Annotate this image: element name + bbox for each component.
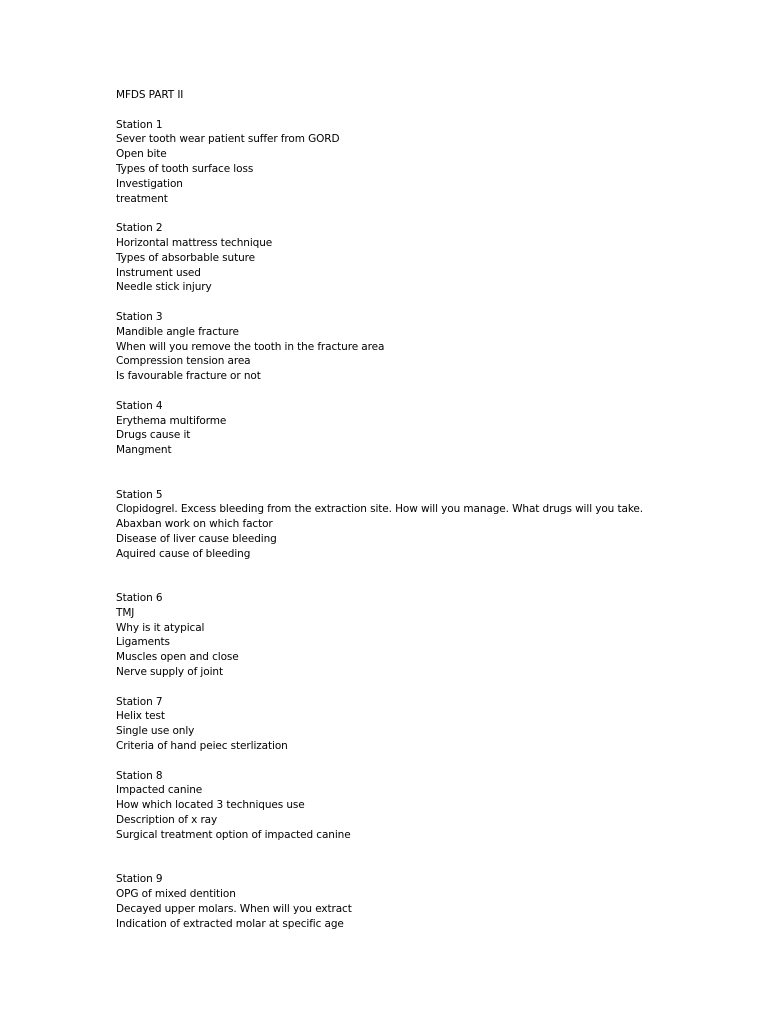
station-line: Abaxban work on which factor — [116, 518, 273, 531]
station-line: Is favourable fracture or not — [116, 370, 261, 383]
station-line: Impacted canine — [116, 784, 203, 797]
station-line: Indication of extracted molar at specific age — [116, 917, 344, 930]
station-line: Muscles open and close — [116, 651, 239, 664]
spacer — [116, 562, 736, 592]
station-line: Drugs cause it — [116, 429, 191, 442]
station-line: TMJ — [116, 606, 135, 619]
spacer — [116, 206, 736, 221]
station-8 — [116, 769, 736, 843]
station-line: Sever tooth wear patient suffer from GORD — [116, 133, 340, 146]
station-5 — [116, 488, 736, 562]
document-body — [116, 88, 736, 931]
station-heading: Station 5 — [116, 488, 163, 501]
station-line: Investigation — [116, 177, 183, 190]
station-line: Mandible angle fracture — [116, 325, 239, 338]
station-line: Description of x ray — [116, 814, 218, 827]
station-9 — [116, 872, 736, 931]
station-line: Surgical treatment option of impacted canine — [116, 828, 351, 841]
station-line: Disease of liver cause bleeding — [116, 532, 277, 545]
spacer — [116, 295, 736, 310]
station-line: Criteria of hand peiec sterlization — [116, 740, 288, 753]
station-heading: Station 6 — [116, 592, 163, 605]
station-line: When will you remove the tooth in the fracture area — [116, 340, 385, 353]
station-3 — [116, 310, 736, 384]
station-line: Single use only — [116, 725, 195, 738]
station-heading: Station 3 — [116, 310, 163, 323]
station-line: Why is it atypical — [116, 621, 205, 634]
station-6 — [116, 591, 736, 680]
spacer — [116, 103, 736, 118]
station-line: treatment — [116, 192, 168, 205]
station-heading: Station 8 — [116, 769, 163, 782]
document-title: MFDS PART II — [116, 89, 184, 101]
station-heading: Station 4 — [116, 399, 163, 412]
station-line: Instrument used — [116, 266, 201, 279]
station-line: Erythema multiforme — [116, 414, 227, 427]
station-line: OPG of mixed dentition — [116, 888, 236, 901]
station-line: Nerve supply of joint — [116, 666, 223, 679]
station-1 — [116, 118, 736, 207]
station-line: Clopidogrel. Excess bleeding from the extraction site. How will you manage. What drugs will you take. — [116, 503, 644, 516]
station-line: Mangment — [116, 444, 172, 457]
station-line: Helix test — [116, 710, 165, 723]
station-7 — [116, 695, 736, 754]
station-heading: Station 1 — [116, 118, 163, 131]
spacer — [116, 384, 736, 399]
station-heading: Station 9 — [116, 873, 163, 886]
station-line: Needle stick injury — [116, 281, 212, 294]
station-line: Types of tooth surface loss — [116, 162, 254, 175]
station-heading: Station 7 — [116, 695, 163, 708]
station-heading: Station 2 — [116, 222, 163, 235]
station-line: Compression tension area — [116, 355, 251, 368]
station-line: How which located 3 techniques use — [116, 799, 305, 812]
station-line: Open bite — [116, 148, 167, 161]
spacer — [116, 458, 736, 488]
station-line: Aquired cause of bleeding — [116, 547, 251, 560]
station-line: Decayed upper molars. When will you extract — [116, 902, 352, 915]
station-2 — [116, 221, 736, 295]
station-line: Horizontal mattress technique — [116, 236, 273, 249]
station-line: Ligaments — [116, 636, 170, 649]
station-4 — [116, 399, 736, 458]
spacer — [116, 754, 736, 769]
station-line: Types of absorbable suture — [116, 251, 256, 264]
spacer — [116, 680, 736, 695]
spacer — [116, 843, 736, 873]
